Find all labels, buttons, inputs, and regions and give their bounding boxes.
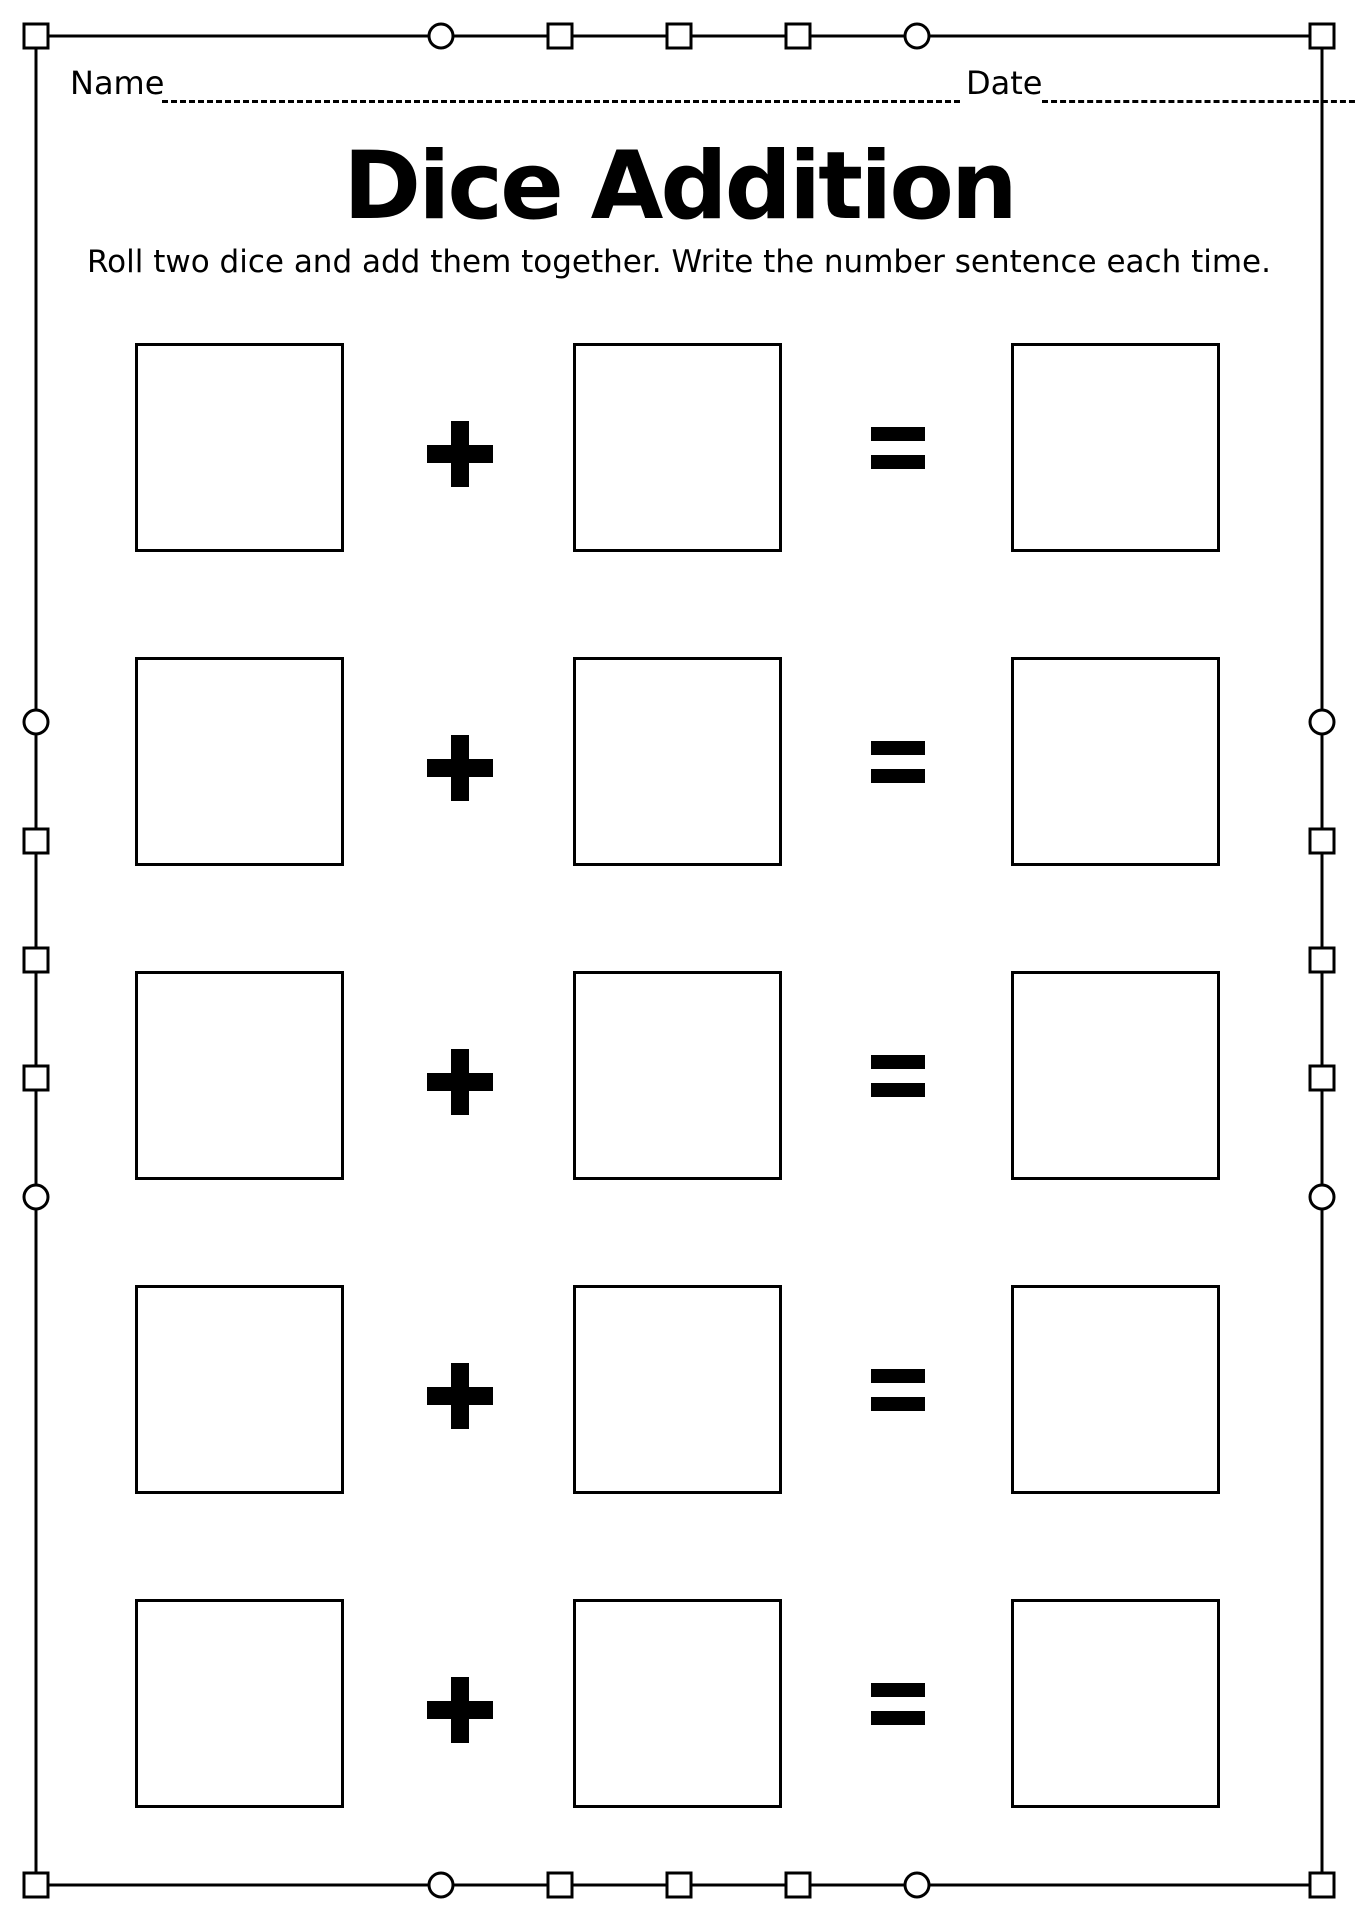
page-title: Dice Addition bbox=[343, 132, 1015, 241]
equals-sign bbox=[871, 741, 925, 785]
problem-row-4 bbox=[0, 1285, 1358, 1497]
addend-1-box[interactable] bbox=[135, 1599, 344, 1808]
plus-sign bbox=[427, 421, 493, 487]
sum-box[interactable] bbox=[1011, 971, 1220, 1180]
sum-box[interactable] bbox=[1011, 657, 1220, 866]
sum-box[interactable] bbox=[1011, 343, 1220, 552]
sum-box[interactable] bbox=[1011, 1599, 1220, 1808]
instructions-text: Roll two dice and add them together. Write the number sentence each time. bbox=[87, 244, 1271, 280]
name-field[interactable] bbox=[162, 100, 960, 103]
plus-sign bbox=[427, 735, 493, 801]
plus-sign bbox=[427, 1677, 493, 1743]
problem-row-1 bbox=[0, 343, 1358, 555]
problem-row-2 bbox=[0, 657, 1358, 869]
problem-row-3 bbox=[0, 971, 1358, 1183]
header-row bbox=[70, 64, 1290, 104]
equals-sign bbox=[871, 1055, 925, 1099]
addend-2-box[interactable] bbox=[573, 657, 782, 866]
sum-box[interactable] bbox=[1011, 1285, 1220, 1494]
addend-2-box[interactable] bbox=[573, 1599, 782, 1808]
plus-sign bbox=[427, 1049, 493, 1115]
equals-sign bbox=[871, 427, 925, 471]
date-label: Date bbox=[966, 64, 1043, 102]
addend-1-box[interactable] bbox=[135, 657, 344, 866]
date-field[interactable] bbox=[1042, 100, 1358, 103]
addend-1-box[interactable] bbox=[135, 971, 344, 1180]
addend-1-box[interactable] bbox=[135, 1285, 344, 1494]
plus-sign bbox=[427, 1363, 493, 1429]
addend-2-box[interactable] bbox=[573, 971, 782, 1180]
equals-sign bbox=[871, 1683, 925, 1727]
addend-1-box[interactable] bbox=[135, 343, 344, 552]
name-label: Name bbox=[70, 64, 165, 102]
addend-2-box[interactable] bbox=[573, 343, 782, 552]
problem-row-5 bbox=[0, 1599, 1358, 1811]
addend-2-box[interactable] bbox=[573, 1285, 782, 1494]
equals-sign bbox=[871, 1369, 925, 1413]
